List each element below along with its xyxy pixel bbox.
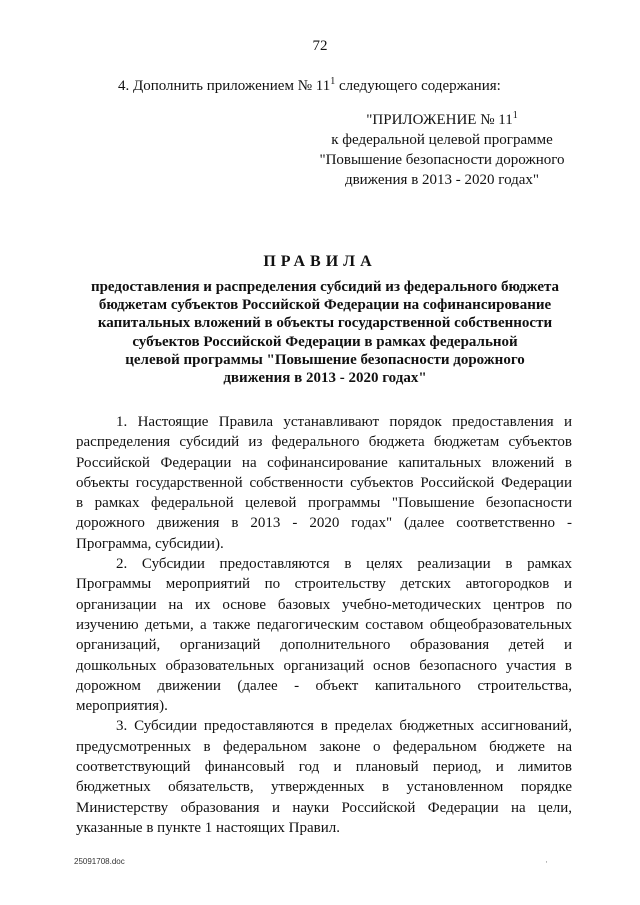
- corner-mark: ·: [545, 857, 548, 867]
- text-line: Российской Федерации на софинансирование капитальных вложений в: [76, 454, 572, 471]
- document-title: ПРАВИЛА: [263, 253, 377, 270]
- document-body: [76, 412, 572, 838]
- text-line: дорожного движения в 2013 - 2020 годах" (далее соответственно -: [76, 515, 572, 532]
- subtitle-line: бюджетам субъектов Российской Федерации на софинансирование: [98, 297, 552, 314]
- subtitle-line: субъектов Российской Федерации в рамках федеральной: [132, 333, 518, 350]
- text-line: предусмотренных в федеральном законе о федеральном бюджете на: [76, 738, 572, 755]
- appendix-line: "Повышение безопасности дорожного: [319, 152, 565, 168]
- amendment-sup: 1: [330, 76, 336, 87]
- paragraph-3: [76, 716, 572, 838]
- amendment-line: [118, 78, 501, 95]
- text-line: Программы мероприятий по строительству детских автогородков и: [76, 576, 572, 593]
- text-line: дорожном движении (далее - объект капитального строительства,: [76, 677, 572, 694]
- text-line: распределения субсидий из федерального бюджета бюджетам субъектов: [76, 434, 572, 451]
- text-line: соответствующий финансовый год и плановый период, и лимитов: [76, 759, 572, 776]
- appendix-line: движения в 2013 - 2020 годах": [344, 172, 540, 188]
- appendix-title: "ПРИЛОЖЕНИЕ № $11^1$: [366, 110, 518, 128]
- paragraph-1: [76, 412, 572, 554]
- subtitle-line: движения в 2013 - 2020 годах": [223, 370, 427, 387]
- appendix-line: к федеральной целевой программе: [331, 132, 553, 148]
- paragraph-2: [76, 554, 572, 716]
- text-line: изучению детьми, а также педагогическим составом общеобразовательных: [76, 616, 572, 633]
- footer-filename: 25091708.doc: [74, 857, 125, 866]
- page-number: 72: [312, 38, 328, 54]
- amendment-text: 4. Дополнить приложением № 11: [118, 78, 331, 94]
- text-line: дошкольных образовательных организаций основ безопасного участия в: [76, 657, 572, 674]
- subtitle-line: капитальных вложений в объекты государственной собственности: [97, 315, 553, 332]
- text-line: Министерству образования и науки Российской Федерации на цели,: [76, 799, 572, 816]
- text-line: 1. Настоящие Правила устанавливают порядок предоставления и: [116, 414, 572, 430]
- text-line: 2. Субсидии предоставляются в целях реализации в рамках: [116, 556, 572, 573]
- text-line: в рамках федеральной целевой программы "Повышение безопасности: [76, 495, 572, 512]
- text-line: организации на их основе базовых учебно-методических центров по: [76, 596, 572, 613]
- subtitle-line: предоставления и распределения субсидий из федерального бюджета: [90, 279, 560, 295]
- text-line: организаций, организаций дополнительного образования детей и: [76, 637, 572, 654]
- appendix-header: [312, 110, 572, 190]
- text-line: Программа, субсидии).: [76, 535, 224, 552]
- amendment-text-after: следующего содержания:: [335, 78, 501, 94]
- text-line: 3. Субсидии предоставляются в пределах бюджетных ассигнований,: [116, 718, 572, 735]
- text-line: бюджетных обязательств, утвержденных в установленном порядке: [76, 779, 572, 796]
- text-line: объекты государственной собственности субъектов Российской Федерации: [76, 474, 572, 491]
- text-line: указанные в пункте 1 настоящих Правил.: [76, 819, 341, 836]
- document-subtitle: [70, 278, 580, 387]
- subtitle-line: целевой программы "Повышение безопасности дорожного: [125, 351, 525, 368]
- text-line: мероприятия).: [76, 698, 168, 715]
